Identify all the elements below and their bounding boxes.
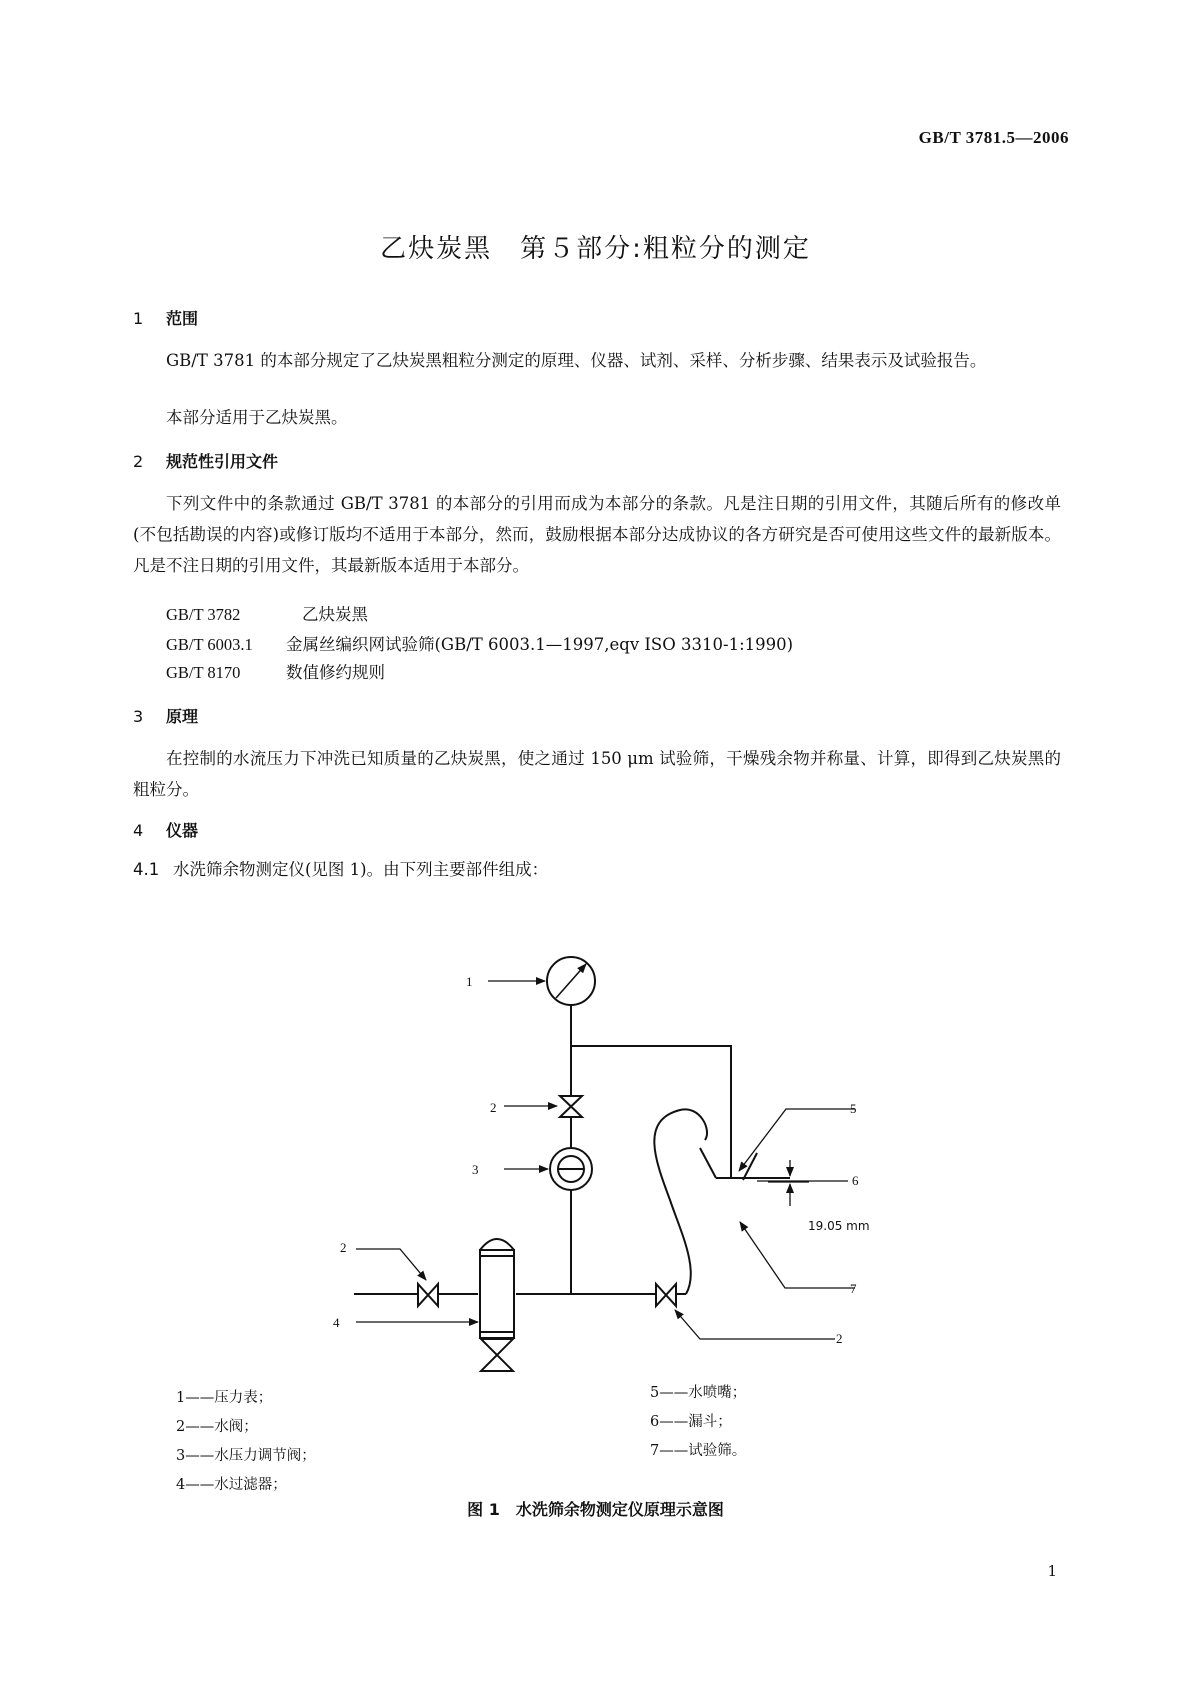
leader-2-right (675, 1310, 835, 1339)
figure-caption: 图 1 水洗筛余物测定仪原理示意图 (467, 1500, 724, 1519)
legend-item: 6——漏斗； (650, 1414, 732, 1430)
legend-item: 2——水阀； (176, 1419, 258, 1435)
callout-number: 7 (850, 1281, 857, 1296)
hose (654, 1109, 707, 1294)
reference-title: 乙炔炭黑 (302, 605, 368, 624)
section-title: 原理 (166, 707, 199, 726)
document-title: 乙炔炭黑 第５部分:粗粒分的测定 (380, 234, 811, 264)
section-1-paragraph-1: GB/T 3781 的本部分规定了乙炔炭黑粗粒分测定的原理、仪器、试剂、采样、分析步骤、结果表示及试验报告。 (166, 351, 987, 370)
reference-code: GB/T 8170 (166, 663, 241, 682)
section-number: 2 (133, 452, 144, 471)
drain-valve-icon (481, 1339, 513, 1371)
section-3-paragraph: 在控制的水流压力下冲洗已知质量的乙炔炭黑，使之通过 150 μm 试验筛，干燥残余物并称量、计算，即得到乙炔炭黑的粗粒分。 (133, 749, 1061, 799)
leader-2-left (356, 1249, 426, 1280)
section-number: 3 (133, 707, 144, 726)
section-title: 规范性引用文件 (166, 452, 279, 471)
section-number: 1 (133, 309, 144, 328)
section-title: 范围 (166, 309, 199, 328)
gauge-needle (556, 964, 586, 998)
legend-left (176, 1384, 316, 1500)
callout-number: 2 (836, 1331, 843, 1346)
clause-number: 4.1 (133, 860, 160, 879)
hose-valve-icon (656, 1284, 676, 1306)
pipe-to-nozzle (571, 1046, 731, 1178)
callout-number: 5 (850, 1101, 857, 1116)
standard-code: GB/T 3781.5—2006 (918, 128, 1069, 147)
callout-number: 2 (340, 1240, 347, 1255)
section-1-paragraph-2: 本部分适用于乙炔炭黑。 (166, 408, 348, 427)
legend-item: 7——试验筛。 (650, 1443, 747, 1459)
callout-number: 2 (490, 1100, 497, 1115)
filter-cap (480, 1239, 514, 1250)
water-filter (480, 1250, 514, 1338)
legend-item: 5——水喷嘴； (650, 1385, 747, 1401)
reference-code: GB/T 6003.1 (166, 635, 253, 654)
page-number: 1 (1047, 1562, 1057, 1580)
legend-item: 1——压力表； (176, 1390, 273, 1406)
section-title: 仪器 (166, 821, 199, 840)
dimension-label: 19.05 mm (808, 1219, 870, 1233)
callout-number: 3 (472, 1162, 479, 1177)
callout-number: 4 (333, 1315, 340, 1330)
section-2-paragraph: 下列文件中的条款通过 GB/T 3781 的本部分的引用而成为本部分的条款。凡是注日期的引用文件，其随后所有的修改单(不包括勘误的内容)或修订版均不适用于本部分，然而，鼓励根据本部分达成协议的各方研究是否可使用这些文件的最新版本。凡是不注日期的引用文件，其最新版本适用于本部分。 (133, 494, 1061, 575)
inlet-valve-icon (418, 1284, 438, 1306)
reference-title: 金属丝编织网试验筛(GB/T 6003.1—1997,eqv ISO 3310-1:1990) (286, 635, 794, 654)
section-number: 4 (133, 821, 144, 840)
callout-number: 1 (466, 974, 473, 989)
water-valve-icon (560, 1096, 582, 1117)
legend-item: 3——水压力调节阀； (176, 1448, 316, 1464)
leader-5 (739, 1109, 855, 1171)
legend-item: 4——水过滤器； (176, 1477, 287, 1493)
reference-title: 数值修约规则 (286, 663, 385, 682)
test-sieve (700, 1148, 716, 1178)
reference-code: GB/T 3782 (166, 605, 241, 624)
clause-text: 水洗筛余物测定仪(见图 1)。由下列主要部件组成： (173, 860, 549, 879)
legend-right (650, 1379, 746, 1466)
callout-number: 6 (852, 1173, 859, 1188)
